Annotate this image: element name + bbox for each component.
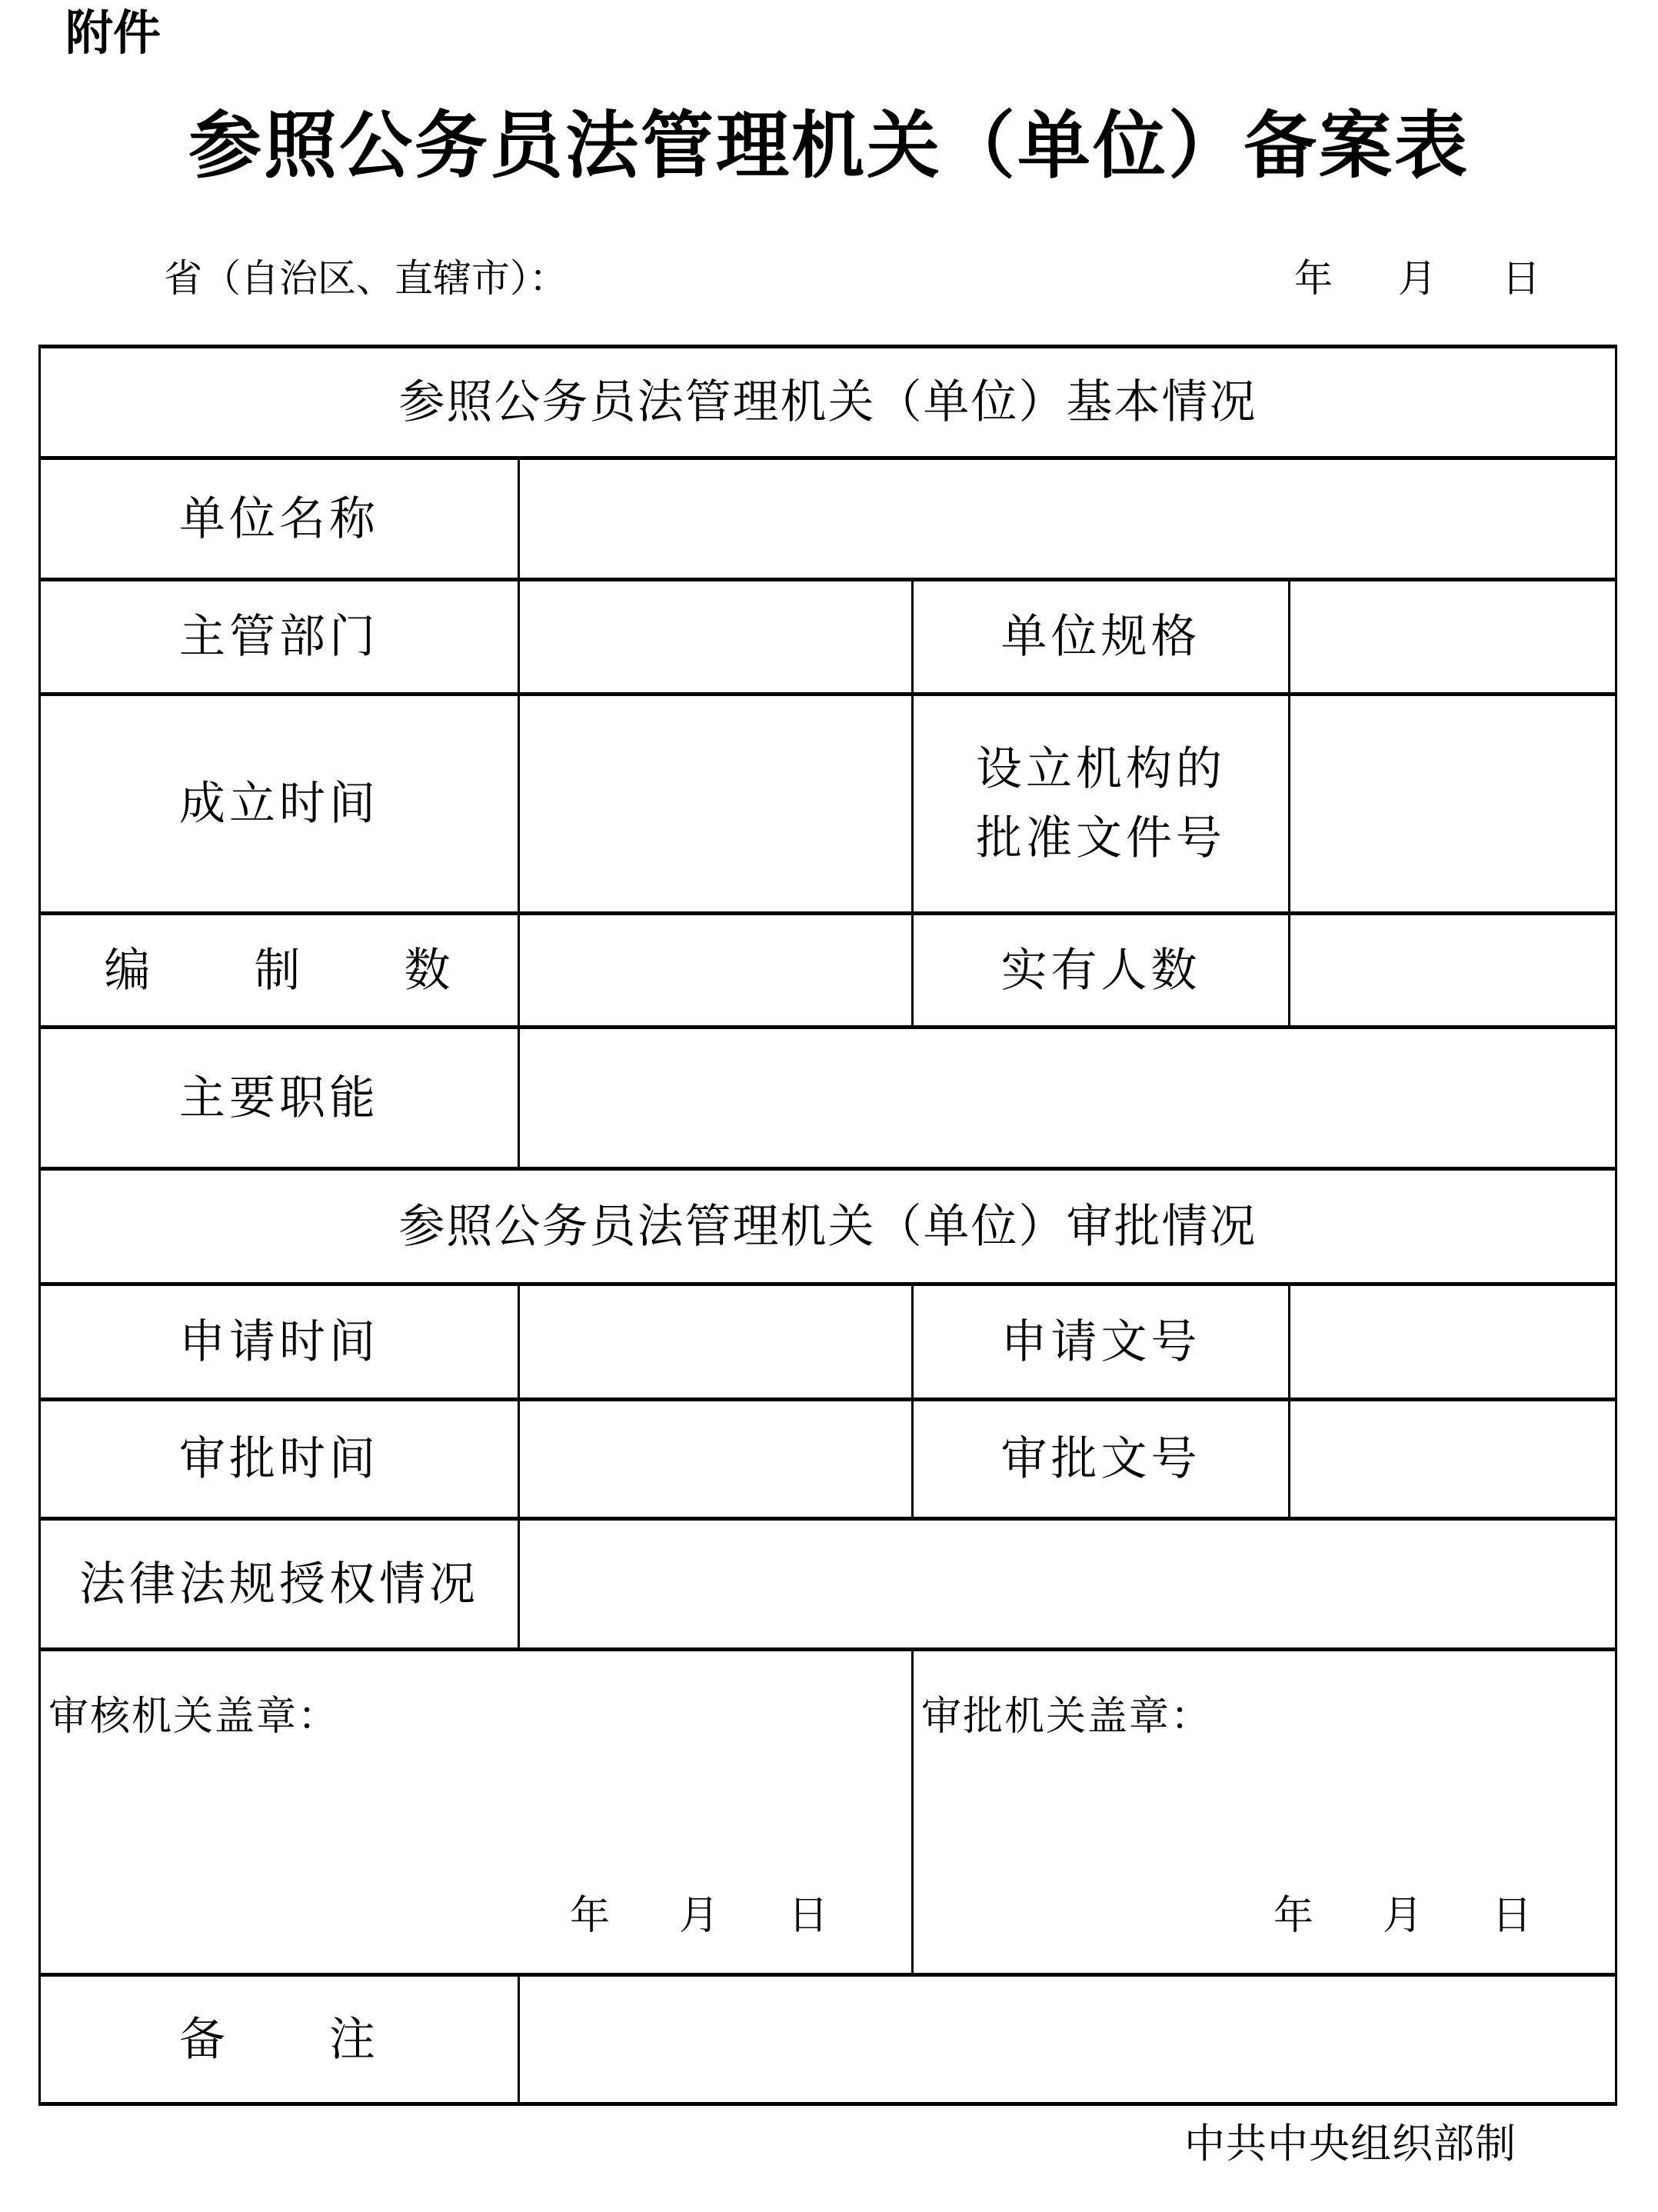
- unit-name-label: 单位名称: [41, 460, 520, 578]
- table-row: [41, 348, 1615, 460]
- subtitle-row: [38, 255, 1617, 301]
- legal-authorization-label: 法律法规授权情况: [41, 1521, 520, 1647]
- month-label: 月: [1398, 257, 1437, 300]
- founding-time-label: 成立时间: [41, 696, 520, 911]
- table-row: [41, 1977, 1615, 2102]
- legal-authorization-value-cell[interactable]: [520, 1521, 1615, 1647]
- staffing-quota-value-cell[interactable]: [520, 915, 914, 1025]
- review-stamp-label: 审核机关盖章：: [48, 1695, 340, 1739]
- table-row: [41, 1029, 1615, 1171]
- unit-name-value-cell[interactable]: [520, 460, 1615, 578]
- approve-time-value-cell[interactable]: [520, 1401, 914, 1517]
- approve-doc-no-label: 审批文号: [914, 1401, 1290, 1517]
- staffing-quota-label: 编 制 数: [41, 915, 520, 1025]
- review-stamp-date-line: [570, 1883, 828, 1940]
- table-row: [41, 1286, 1615, 1401]
- record-form-table: [38, 345, 1617, 2106]
- remarks-value-cell[interactable]: [520, 1977, 1615, 2102]
- table-row: [41, 1521, 1615, 1651]
- table-row: [41, 915, 1615, 1029]
- day-label: 日: [787, 1894, 828, 1938]
- review-stamp-cell[interactable]: [41, 1651, 914, 1973]
- main-functions-label: 主要职能: [41, 1029, 520, 1167]
- founding-time-value-cell[interactable]: [520, 696, 914, 911]
- header-date-line: [1294, 255, 1540, 301]
- approve-doc-no-value-cell[interactable]: [1290, 1401, 1615, 1517]
- year-label: 年: [1294, 257, 1333, 300]
- issuing-authority-note: 中共中央组织部制: [1184, 2122, 1517, 2167]
- actual-headcount-label: 实有人数: [914, 915, 1290, 1025]
- unit-rank-value-cell[interactable]: [1290, 581, 1615, 692]
- approve-stamp-label: 审批机关盖章：: [921, 1695, 1213, 1739]
- month-label: 月: [1382, 1894, 1423, 1938]
- apply-time-label: 申请时间: [41, 1286, 520, 1397]
- approval-doc-label-line2: 批准文件号: [976, 813, 1226, 864]
- table-row: [41, 581, 1615, 696]
- actual-headcount-value-cell[interactable]: [1290, 915, 1615, 1025]
- table-row: [41, 696, 1615, 915]
- table-row: [41, 1401, 1615, 1521]
- supervisor-dept-label: 主管部门: [41, 581, 520, 692]
- apply-doc-no-label: 申请文号: [914, 1286, 1290, 1397]
- day-label: 日: [1491, 1894, 1532, 1938]
- table-row: [41, 1171, 1615, 1286]
- day-label: 日: [1502, 257, 1540, 300]
- table-row: [41, 460, 1615, 581]
- year-label: 年: [1273, 1894, 1313, 1938]
- supervisor-dept-value-cell[interactable]: [520, 581, 914, 692]
- region-label: 省（自治区、直辖市）：: [164, 257, 568, 300]
- remarks-label: 备 注: [41, 1977, 520, 2102]
- attachment-label: 附件: [65, 7, 161, 60]
- apply-doc-no-value-cell[interactable]: [1290, 1286, 1615, 1397]
- apply-time-value-cell[interactable]: [520, 1286, 914, 1397]
- approval-doc-value-cell[interactable]: [1290, 696, 1615, 911]
- approval-section-header: 参照公务员法管理机关（单位）审批情况: [398, 1201, 1257, 1252]
- approve-stamp-date-line: [1273, 1883, 1532, 1940]
- table-row: [41, 1651, 1615, 1977]
- basic-info-section-header: 参照公务员法管理机关（单位）基本情况: [398, 377, 1257, 428]
- main-functions-value-cell[interactable]: [520, 1029, 1615, 1167]
- page-title: 参照公务员法管理机关（单位）备案表: [188, 105, 1470, 187]
- year-label: 年: [569, 1894, 610, 1938]
- approval-doc-label: [914, 696, 1290, 911]
- month-label: 月: [678, 1894, 719, 1938]
- approve-time-label: 审批时间: [41, 1401, 520, 1517]
- unit-rank-label: 单位规格: [914, 581, 1290, 692]
- approval-doc-label-line1: 设立机构的: [976, 744, 1226, 795]
- approve-stamp-cell[interactable]: [914, 1651, 1615, 1973]
